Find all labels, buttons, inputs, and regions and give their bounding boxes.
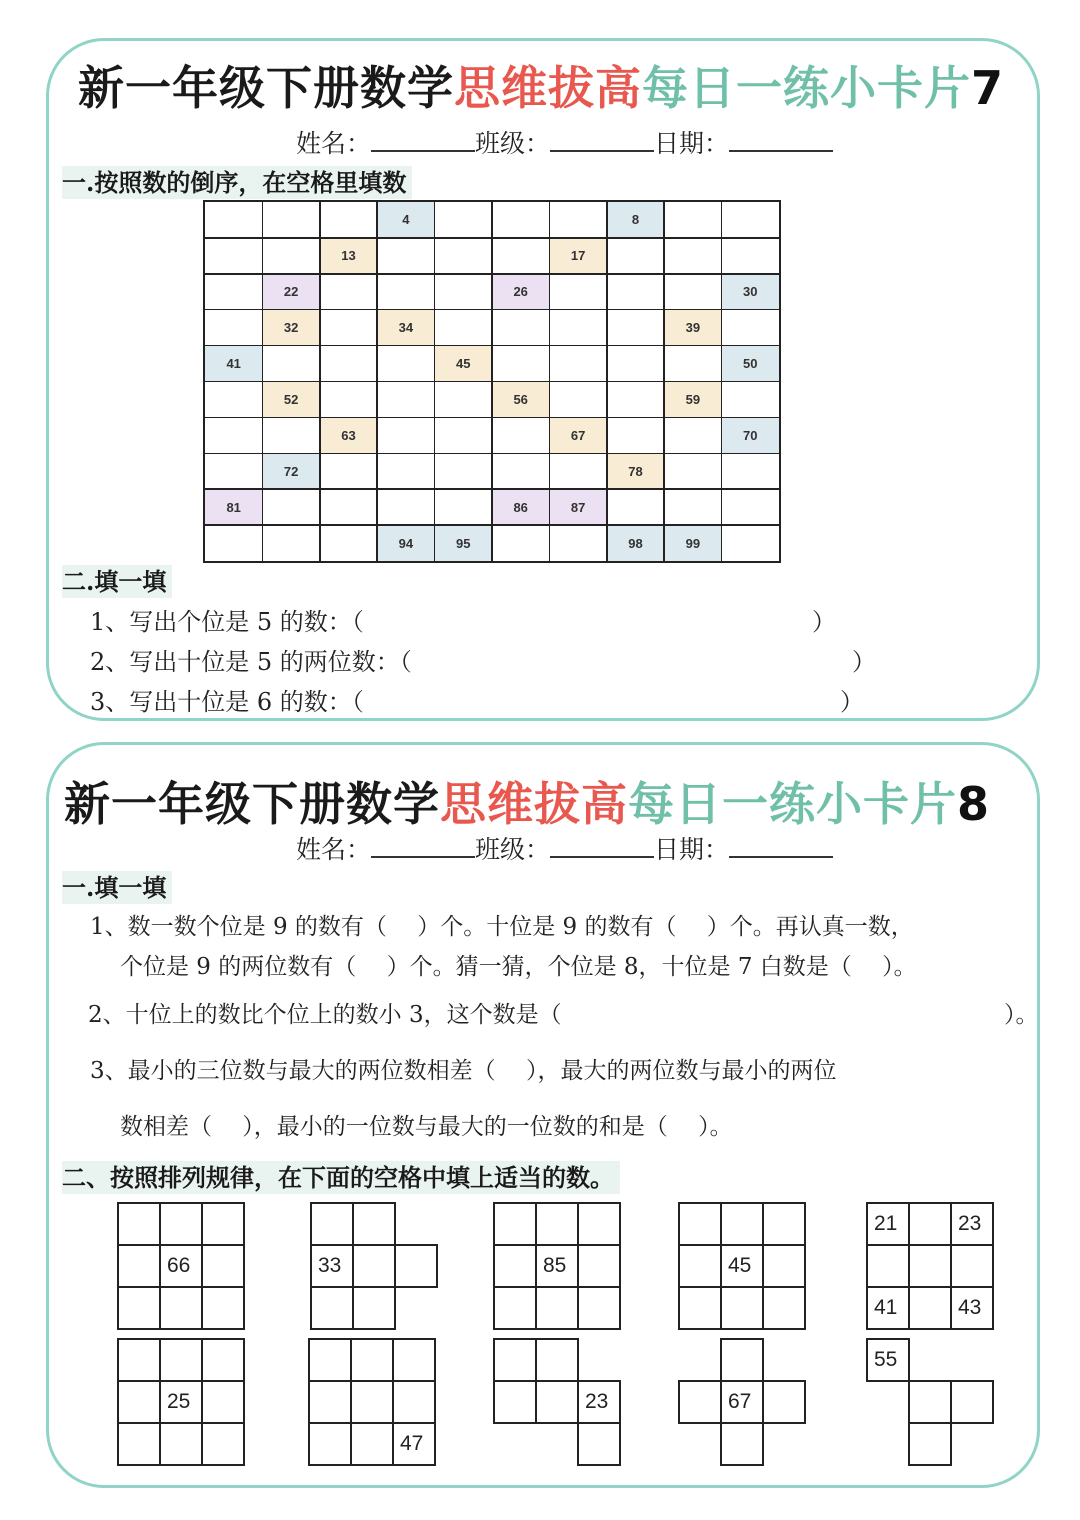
- title-number: 7: [971, 61, 1005, 115]
- puzzle-cell[interactable]: [535, 1380, 579, 1424]
- card-8-q3-line2: 数相差（ ），最小的一位数与最大的一位数的和是（ ）。: [120, 1114, 733, 1140]
- q2-text: 2、写出十位是 5 的两位数：（: [90, 648, 412, 676]
- grid-cell: 26: [492, 274, 549, 310]
- grid-cell: 39: [664, 310, 721, 346]
- puzzle-cell[interactable]: [535, 1286, 579, 1330]
- puzzle-cell[interactable]: [159, 1422, 203, 1466]
- puzzle-cell[interactable]: [720, 1286, 764, 1330]
- puzzle-cell[interactable]: [577, 1202, 621, 1246]
- puzzle-cell[interactable]: [308, 1338, 352, 1382]
- puzzle-cell[interactable]: [392, 1380, 436, 1424]
- grid-hline: [205, 237, 779, 239]
- card-7-title: [78, 52, 1004, 118]
- puzzle-cell[interactable]: [493, 1244, 537, 1288]
- puzzle-cell[interactable]: [117, 1244, 161, 1288]
- card-7-section-2-heading: [62, 562, 172, 597]
- puzzle-cell[interactable]: [866, 1244, 910, 1288]
- puzzle-cell[interactable]: [201, 1422, 245, 1466]
- card-7-q2: [90, 642, 412, 677]
- puzzle-cell[interactable]: [908, 1244, 952, 1288]
- grid-cell: 45: [435, 346, 492, 382]
- q1-text: 1、写出个位是 5 的数：（: [90, 608, 364, 636]
- puzzle-number: 23: [958, 1212, 982, 1235]
- puzzle-cell[interactable]: [352, 1244, 396, 1288]
- grid-cell: 72: [262, 453, 319, 489]
- grid-cell: 34: [377, 310, 434, 346]
- card-8-q3-line1: 3、最小的三位数与最大的两位数相差（ ），最大的两位数与最小的两位: [90, 1058, 837, 1084]
- title-teal: 每日一练小卡片: [628, 777, 957, 831]
- puzzle-cell[interactable]: [352, 1202, 396, 1246]
- card-8-info-line: [296, 830, 833, 866]
- grid-cell: 86: [492, 489, 549, 525]
- puzzle-cell[interactable]: [762, 1286, 806, 1330]
- grid-hline: [205, 524, 779, 526]
- grid-cell: 17: [549, 238, 606, 274]
- title-teal: 每日一练小卡片: [642, 61, 971, 115]
- date-field[interactable]: [729, 130, 833, 152]
- class-field[interactable]: [550, 130, 654, 152]
- puzzle-cell[interactable]: [950, 1244, 994, 1288]
- puzzle-cell[interactable]: [201, 1338, 245, 1382]
- puzzle-cell[interactable]: [159, 1286, 203, 1330]
- puzzle-cell[interactable]: [908, 1380, 952, 1424]
- name-label: 姓名：: [296, 835, 372, 864]
- puzzle-number: 33: [318, 1254, 342, 1277]
- card-7-q3-close: ）: [840, 688, 864, 716]
- puzzle-cell[interactable]: [201, 1380, 245, 1424]
- grid-hline: [205, 273, 779, 275]
- section-2-text: 二、按照排列规律，在下面的空格中填上适当的数。: [62, 1161, 620, 1194]
- grid-cell: 22: [262, 274, 319, 310]
- title-red: 思维拔高: [454, 61, 642, 115]
- date-label: 日期：: [654, 129, 730, 158]
- class-field[interactable]: [550, 836, 654, 858]
- puzzle-cell[interactable]: [117, 1338, 161, 1382]
- grid-cell: 67: [549, 417, 606, 453]
- puzzle-cell[interactable]: [350, 1422, 394, 1466]
- number-grid: [203, 200, 781, 563]
- puzzle-cell[interactable]: [678, 1380, 722, 1424]
- grid-cell: 41: [205, 346, 262, 382]
- puzzle-cell[interactable]: [308, 1422, 352, 1466]
- name-field[interactable]: [371, 130, 475, 152]
- puzzle-cell[interactable]: [577, 1422, 621, 1466]
- grid-cell: 8: [607, 202, 664, 238]
- puzzle-cell[interactable]: [720, 1338, 764, 1382]
- puzzle-cell[interactable]: [678, 1286, 722, 1330]
- puzzle-number: 66: [167, 1254, 191, 1277]
- puzzle-cell[interactable]: [535, 1338, 579, 1382]
- card-7-q1-close: ）: [812, 608, 836, 636]
- puzzle-cell[interactable]: [762, 1244, 806, 1288]
- puzzle-cell[interactable]: [678, 1202, 722, 1246]
- puzzle-cell[interactable]: [201, 1286, 245, 1330]
- puzzle-cell[interactable]: [577, 1286, 621, 1330]
- puzzle-cell[interactable]: [678, 1244, 722, 1288]
- card-8-title: [64, 768, 990, 834]
- puzzle-cell[interactable]: [493, 1380, 537, 1424]
- grid-cell: 4: [377, 202, 434, 238]
- puzzle-cell[interactable]: [117, 1422, 161, 1466]
- puzzle-cell[interactable]: [310, 1202, 354, 1246]
- name-field[interactable]: [371, 836, 475, 858]
- card-8-q2-line: 2、十位上的数比个位上的数小 3，这个数是（: [88, 1002, 562, 1028]
- puzzle-cell[interactable]: [310, 1286, 354, 1330]
- title-number: 8: [957, 777, 991, 831]
- grid-cell: 52: [262, 382, 319, 418]
- puzzle-number: 55: [874, 1348, 898, 1371]
- puzzle-number: 43: [958, 1296, 982, 1319]
- section-2-text: 二.填一填: [62, 565, 172, 598]
- card-7-info-line: [296, 124, 833, 160]
- grid-hline: [205, 453, 779, 455]
- section-1-text: 一.按照数的倒序，在空格里填数: [62, 166, 412, 199]
- grid-cell: 59: [664, 382, 721, 418]
- puzzle-cell[interactable]: [159, 1202, 203, 1246]
- puzzle-cell[interactable]: [950, 1380, 994, 1424]
- puzzle-cell[interactable]: [535, 1202, 579, 1246]
- card-8-q1-line2: 个位是 9 的两位数有（ ）个。猜一猜，个位是 8，十位是 7 白数是（ ）。: [120, 954, 917, 980]
- grid-hline: [205, 417, 779, 419]
- puzzle-cell[interactable]: [392, 1338, 436, 1382]
- title-black: 新一年级下册数学: [64, 777, 440, 831]
- card-7-q1: [90, 602, 364, 637]
- puzzle-cell[interactable]: [350, 1338, 394, 1382]
- puzzle-cell[interactable]: [159, 1338, 203, 1382]
- puzzle-number: 21: [874, 1212, 898, 1235]
- card-8-q1-line1: 1、数一数个位是 9 的数有（ ）个。十位是 9 的数有（ ）个。再认真一数，: [90, 914, 914, 940]
- grid-cell: 94: [377, 525, 434, 561]
- puzzle-number: 25: [167, 1390, 191, 1413]
- puzzle-number: 67: [728, 1390, 752, 1413]
- card-7-q3: [90, 682, 364, 717]
- card-8-q2-end: ）。: [1004, 1002, 1039, 1028]
- class-label: 班级：: [475, 129, 551, 158]
- puzzle-cell[interactable]: [908, 1202, 952, 1246]
- puzzle-cell[interactable]: [720, 1202, 764, 1246]
- puzzle-cell[interactable]: [394, 1244, 438, 1288]
- puzzle-number: 45: [728, 1254, 752, 1277]
- date-label: 日期：: [654, 835, 730, 864]
- puzzle-cell[interactable]: [762, 1202, 806, 1246]
- puzzle-number: 41: [874, 1296, 898, 1319]
- puzzle-number: 23: [585, 1390, 609, 1413]
- puzzle-cell[interactable]: [352, 1286, 396, 1330]
- class-label: 班级：: [475, 835, 551, 864]
- grid-hline: [205, 309, 779, 311]
- puzzle-cell[interactable]: [117, 1202, 161, 1246]
- q3-text: 3、写出十位是 6 的数：（: [90, 688, 364, 716]
- card-8-section-2-heading: [62, 1158, 620, 1193]
- grid-cell: 13: [320, 238, 377, 274]
- puzzle-cell[interactable]: [493, 1202, 537, 1246]
- puzzle-cell[interactable]: [308, 1380, 352, 1424]
- puzzle-cell[interactable]: [201, 1244, 245, 1288]
- grid-cell: 56: [492, 382, 549, 418]
- puzzle-cell[interactable]: [201, 1202, 245, 1246]
- puzzle-cell[interactable]: [493, 1286, 537, 1330]
- puzzle-cell[interactable]: [493, 1338, 537, 1382]
- grid-hline: [205, 381, 779, 383]
- puzzle-number: 85: [543, 1254, 567, 1277]
- puzzle-cell[interactable]: [117, 1286, 161, 1330]
- grid-cell: 50: [722, 346, 779, 382]
- grid-cell: 98: [607, 525, 664, 561]
- grid-cell: 99: [664, 525, 721, 561]
- section-1-text: 一.填一填: [62, 871, 172, 904]
- grid-cell: 81: [205, 489, 262, 525]
- card-7-q2-close: ）: [852, 648, 876, 676]
- puzzle-cell[interactable]: [350, 1380, 394, 1424]
- card-7-section-1-heading: [62, 163, 412, 198]
- grid-cell: 30: [722, 274, 779, 310]
- title-red: 思维拔高: [440, 777, 628, 831]
- puzzle-cell[interactable]: [762, 1380, 806, 1424]
- grid-cell: 87: [549, 489, 606, 525]
- grid-cell: 63: [320, 417, 377, 453]
- grid-cell: 32: [262, 310, 319, 346]
- date-field[interactable]: [729, 836, 833, 858]
- puzzle-cell[interactable]: [577, 1244, 621, 1288]
- grid-cell: 95: [435, 525, 492, 561]
- title-black: 新一年级下册数学: [78, 61, 454, 115]
- name-label: 姓名：: [296, 129, 372, 158]
- puzzle-cell[interactable]: [720, 1422, 764, 1466]
- grid-hline: [205, 345, 779, 347]
- card-8-section-1-heading: [62, 868, 172, 903]
- grid-cell: 78: [607, 453, 664, 489]
- puzzle-cell[interactable]: [117, 1380, 161, 1424]
- puzzle-number: 47: [400, 1432, 424, 1455]
- puzzle-cell[interactable]: [908, 1286, 952, 1330]
- puzzle-cell[interactable]: [908, 1422, 952, 1466]
- grid-cell: 70: [722, 417, 779, 453]
- grid-hline: [205, 488, 779, 490]
